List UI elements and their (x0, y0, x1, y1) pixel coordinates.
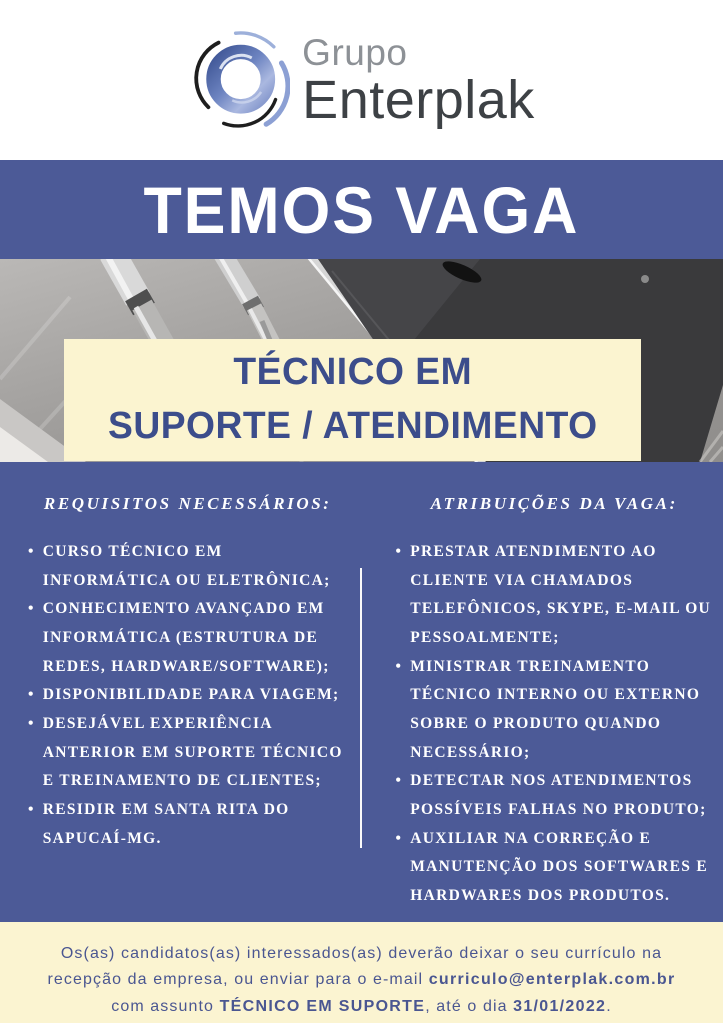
list-item (396, 767, 714, 824)
list-item-text: RESIDIR EM SANTA RITA DO SAPUCAÍ-MG. (42, 801, 290, 847)
logo-brand-bottom: Enterplak (302, 69, 535, 130)
list-item (396, 825, 714, 911)
list-item-text: DESEJÁVEL EXPERIÊNCIA ANTERIOR EM SUPORTE TÉCNICO E TREINAMENTO DE CLIENTES; (42, 715, 343, 790)
bullet-icon: • (28, 801, 35, 819)
list-item (28, 681, 348, 710)
header (0, 0, 723, 160)
job-title-line2: SUPORTE / ATENDIMENTO (107, 405, 598, 447)
requirements-list (28, 538, 348, 853)
enterplak-ring-logo-icon (188, 27, 290, 133)
list-item-text: DISPONIBILIDADE PARA VIAGEM; (42, 686, 340, 704)
job-title-line1: TÉCNICO EM (233, 351, 472, 394)
vacancy-banner (0, 160, 723, 259)
column-divider (360, 568, 362, 848)
footer-text: . (606, 997, 612, 1015)
requirements-heading: REQUISITOS NECESSÁRIOS: (43, 494, 332, 513)
job-title-box (64, 339, 641, 461)
list-item (396, 653, 714, 768)
bullet-icon: • (28, 715, 35, 733)
footer-line3 (0, 994, 723, 1020)
bullet-icon: • (28, 543, 35, 560)
logo-brand-top: Grupo (302, 31, 408, 73)
bullet-icon: • (395, 657, 403, 675)
duties-list (396, 538, 714, 911)
list-item (28, 538, 348, 595)
footer-text: com assunto (111, 997, 220, 1015)
list-item (28, 595, 348, 681)
footer-line1 (0, 941, 723, 967)
footer-line2 (0, 967, 723, 993)
list-item (28, 710, 348, 796)
list-item-text: CURSO TÉCNICO EM INFORMÁTICA OU ELETRÔNICA; (42, 543, 331, 589)
bullet-icon: • (395, 829, 403, 847)
footer-text: recepção da empresa, ou enviar para o e-mail (47, 971, 429, 989)
footer-note (0, 922, 723, 1023)
list-item (396, 538, 714, 653)
requirements-column (0, 462, 362, 922)
list-item-text: PRESTAR ATENDIMENTO AO CLIENTE VIA CHAMADOS TELEFÔNICOS, SKYPE, E-MAIL OU PESSOALMENTE; (410, 543, 712, 647)
duties-column (362, 462, 723, 922)
list-item-text: MINISTRAR TREINAMENTO TÉCNICO INTERNO OU EXTERNO SOBRE O PRODUTO QUANDO NECESSÁRIO; (410, 657, 701, 761)
email-subject: TÉCNICO EM SUPORTE (219, 997, 426, 1015)
contact-email: curriculo@enterplak.com.br (428, 971, 676, 989)
photo-section (0, 259, 723, 462)
bullet-icon: • (395, 543, 403, 560)
deadline-date: 31/01/2022 (513, 997, 607, 1015)
bullet-icon: • (28, 686, 35, 704)
bullet-icon: • (395, 772, 403, 790)
list-item (28, 796, 348, 853)
details-section (0, 462, 723, 922)
footer-text: Os(as) candidatos(as) interessados(as) deverão deixar o seu currículo na (60, 945, 663, 962)
duties-heading: ATRIBUIÇÕES DA VAGA: (430, 494, 678, 513)
list-item-text: AUXILIAR NA CORREÇÃO E MANUTENÇÃO DOS SOFTWARES E HARDWARES DOS PRODUTOS. (410, 829, 709, 905)
footer-text: , até o dia (425, 997, 514, 1015)
list-item-text: DETECTAR NOS ATENDIMENTOS POSSÍVEIS FALHAS NO PRODUTO; (410, 772, 707, 819)
vacancy-banner-label: TEMOS VAGA (143, 172, 580, 247)
logo-wordmark (302, 31, 535, 130)
list-item-text: CONHECIMENTO AVANÇADO EM INFORMÁTICA (ESTRUTURA DE REDES, HARDWARE/SOFTWARE); (42, 600, 330, 675)
bullet-icon: • (28, 600, 35, 618)
